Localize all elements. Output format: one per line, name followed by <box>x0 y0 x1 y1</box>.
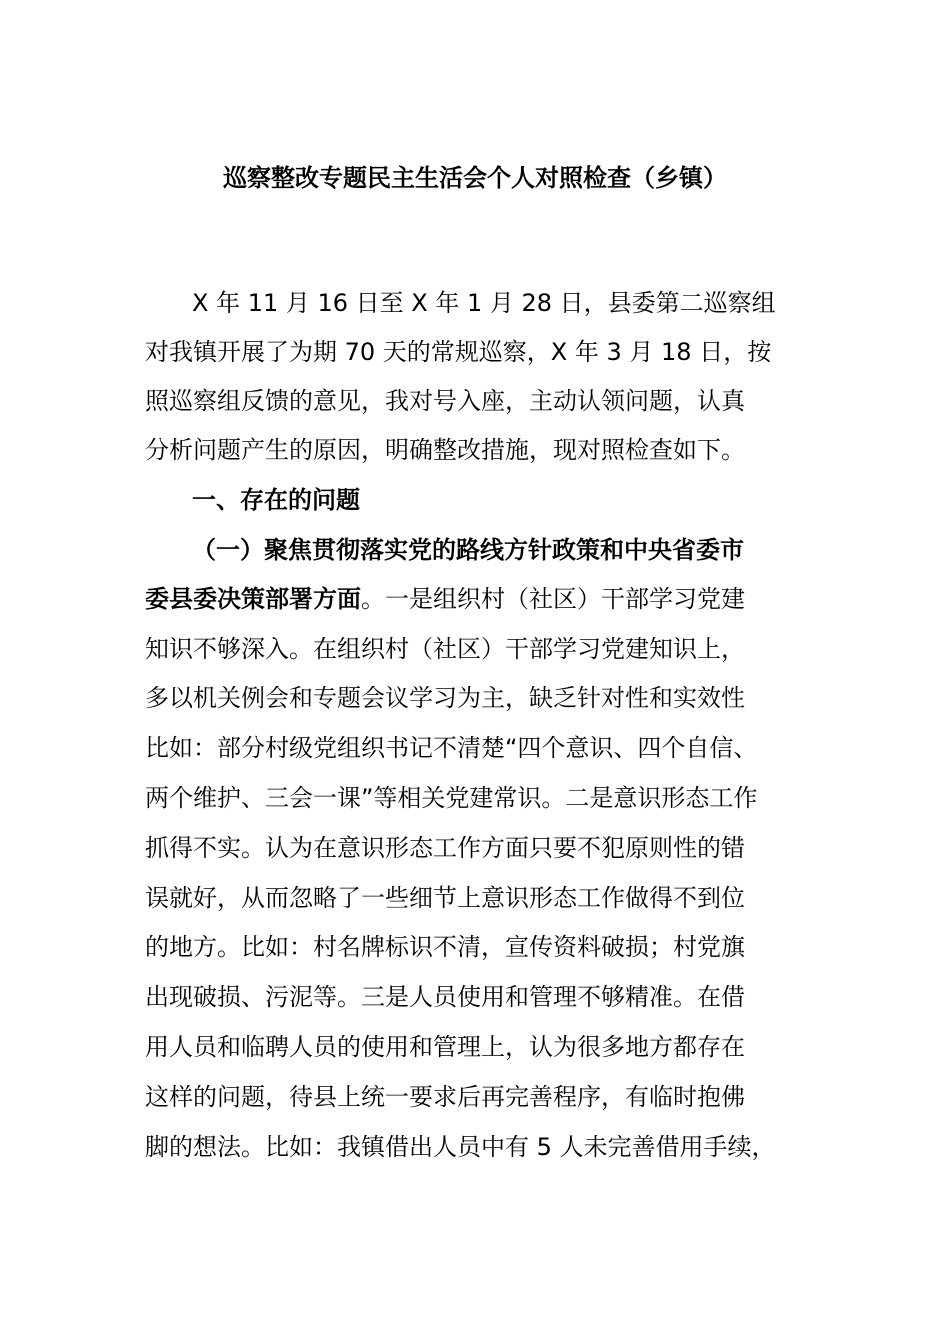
subsection-heading: （一）聚焦贯彻落实党的路线方针政策和中央省委市 <box>192 536 744 564</box>
paragraph-line: 照巡察组反馈的意见，我对号入座，主动认领问题，认真 <box>145 387 745 415</box>
paragraph-line: 用人员和临聘人员的使用和管理上，认为很多地方都存在 <box>145 1033 745 1061</box>
paragraph-line: 的地方。比如：村名牌标识不清，宣传资料破损；村党旗 <box>145 933 745 961</box>
paragraph-line: 抓得不实。认为在意识形态工作方面只要不犯原则性的错 <box>145 834 745 862</box>
paragraph-line: 多以机关例会和专题会议学习为主，缺乏针对性和实效性 <box>145 684 745 712</box>
paragraph-line: 对我镇开展了为期 70 天的常规巡察，X 年 3 月 18 日，按 <box>145 338 772 366</box>
document-title: 巡察整改专题民主生活会个人对照检查（乡镇） <box>223 164 727 192</box>
paragraph-line: 误就好，从而忽略了一些细节上意识形态工作做得不到位 <box>145 884 745 912</box>
paragraph-line: 出现破损、污泥等。三是人员使用和管理不够精准。在借 <box>145 983 745 1011</box>
paragraph-text: 。一是组织村（社区）干部学习党建 <box>361 585 745 613</box>
paragraph-line <box>145 581 825 617</box>
section-heading: 一、存在的问题 <box>192 486 360 514</box>
paragraph-line: 分析问题产生的原因，明确整改措施，现对照检查如下。 <box>145 436 745 464</box>
paragraph-line: 比如：部分村级党组织书记不清楚“四个意识、四个自信、 <box>145 734 758 762</box>
paragraph-line: X 年 11 月 16 日至 X 年 1 月 28 日，县委第二巡察组 <box>192 289 776 317</box>
paragraph-line: 脚的想法。比如：我镇借出人员中有 5 人未完善借用手续， <box>145 1133 776 1161</box>
subsection-heading-continued: 委县委决策部署方面 <box>145 585 361 613</box>
paragraph-line: 两个维护、三会一课”等相关党建常识。二是意识形态工作 <box>145 784 758 812</box>
paragraph-line: 知识不够深入。在组织村（社区）干部学习党建知识上， <box>145 635 745 663</box>
paragraph-line: 这样的问题，待县上统一要求后再完善程序，有临时抱佛 <box>145 1083 745 1111</box>
